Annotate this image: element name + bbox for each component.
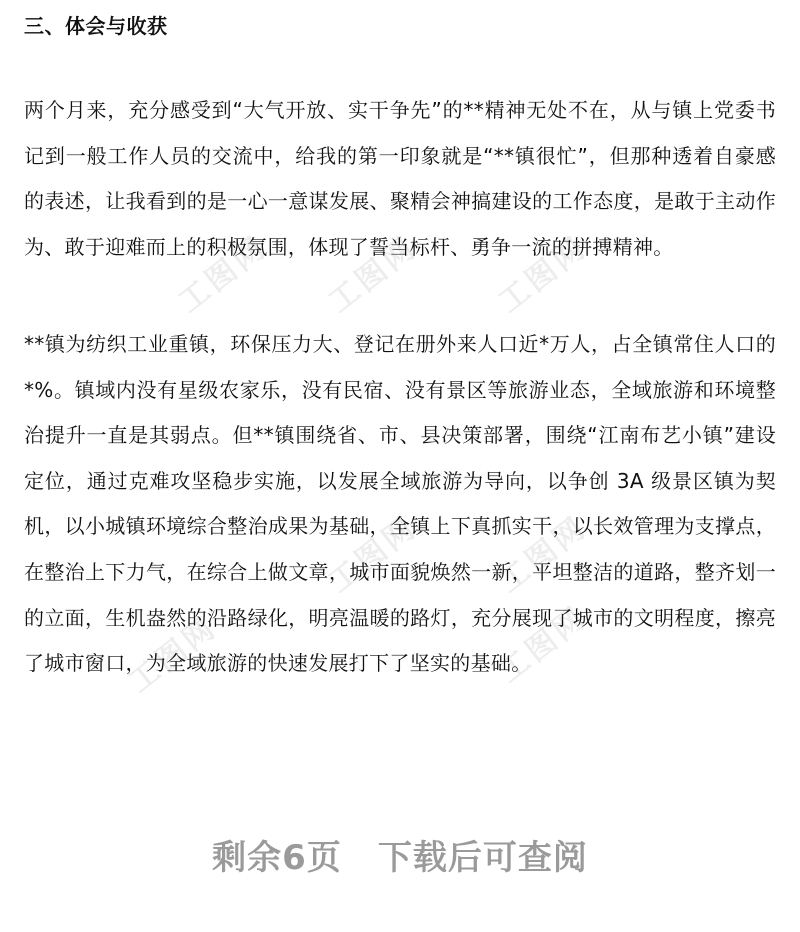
section-heading: 三、体会与收获 [24, 14, 168, 38]
remaining-pages-notice[interactable] [0, 830, 800, 879]
watermark: 工图网 [172, 229, 275, 320]
watermark: 工图网 [122, 609, 225, 700]
body-paragraph: **镇为纺织工业重镇，环保压力大、登记在册外来人口近*万人，占全镇常住人口的*%。镇域内没有星级农家乐，没有民宿、没有景区等旅游业态，全域旅游和环境整治提升一直是其弱点。但**镇围绕省、市、县决策部署，围绕“江南布艺小镇”建设定位，通过克难攻坚稳步实施，以发展全域旅游为导向，以争创 3A 级景区镇为契机，以小城镇环境综合整治成果为基础，全镇上下真抓实干，以长效管理为支撑点，在整治上下力气，在综合上做文章，城市面貌焕然一新，平坦整洁的道路，整齐划一的立面，生机盎然的沿路绿化，明亮温暖的路灯，充分展现了城市的文明程度，擦亮了城市窗口，为全域旅游的快速发展打下了坚实的基础。 [24, 332, 776, 676]
watermark: 工图网 [322, 229, 425, 320]
watermark: 工图网 [322, 509, 425, 600]
body-paragraph: 两个月来，充分感受到“大气开放、实干争先”的**精神无处不在，从与镇上党委书记到一般工作人员的交流中，给我的第一印象就是“**镇很忙”，但那种透着自豪感的表述，让我看到的是一心一意谋发展、聚精会神搞建设的工作态度，是敢于主动作为、敢于迎难而上的积极氛围，体现了誓当标杆、勇争一流的拼搏精神。 [24, 98, 776, 259]
watermark: 工图网 [492, 229, 595, 320]
watermark: 工图网 [492, 599, 595, 690]
remaining-pages-label: 剩余6页 [212, 838, 342, 878]
download-to-view-label[interactable]: 下载后可查阅 [377, 838, 588, 878]
watermark: 工图网 [492, 509, 595, 600]
